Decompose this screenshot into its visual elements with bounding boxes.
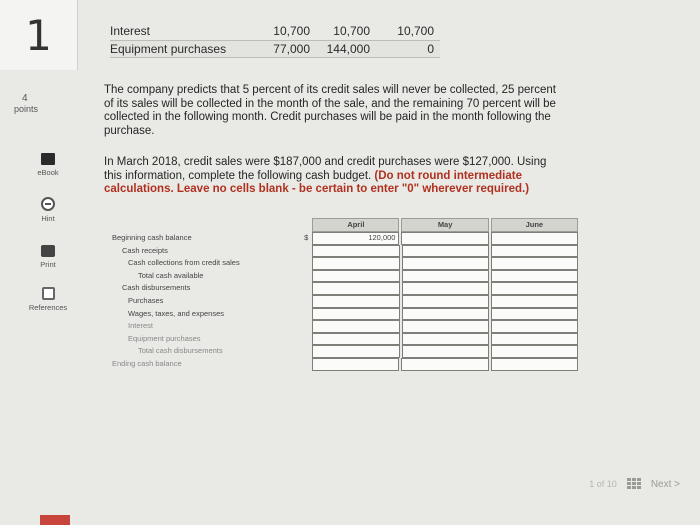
table-row bbox=[110, 333, 578, 346]
table-row bbox=[110, 345, 578, 358]
hint-icon bbox=[41, 197, 55, 211]
input-cell-may[interactable] bbox=[402, 282, 489, 295]
input-cell-april[interactable] bbox=[312, 345, 399, 358]
table-row bbox=[110, 257, 578, 270]
row-label: Interest bbox=[128, 321, 154, 331]
table-row bbox=[110, 22, 440, 40]
row-label: Wages, taxes, and expenses bbox=[128, 308, 225, 318]
input-cell-may[interactable] bbox=[402, 308, 489, 321]
references-icon bbox=[42, 287, 55, 300]
column-header-june: June bbox=[491, 218, 578, 232]
row-label: Total cash disbursements bbox=[138, 346, 223, 356]
dollar-sign bbox=[300, 345, 312, 358]
row-value: 10,700 bbox=[273, 24, 310, 38]
input-cell-april[interactable]: 120,000 bbox=[312, 232, 399, 245]
ebook-label: eBook bbox=[37, 168, 59, 177]
row-label: Equipment purchases bbox=[110, 42, 227, 56]
input-cell-may[interactable] bbox=[402, 345, 489, 358]
row-label: Equipment purchases bbox=[128, 333, 201, 343]
bottom-tab[interactable] bbox=[40, 515, 70, 525]
input-cell-april[interactable] bbox=[312, 308, 399, 321]
row-value: 10,700 bbox=[333, 24, 370, 38]
input-cell-may[interactable] bbox=[401, 358, 488, 371]
dollar-sign bbox=[300, 308, 312, 321]
table-row bbox=[110, 295, 578, 308]
print-label: Print bbox=[40, 260, 56, 269]
row-label: Ending cash balance bbox=[112, 358, 182, 368]
points-indicator bbox=[14, 94, 38, 114]
references-button[interactable] bbox=[28, 287, 68, 312]
input-cell-april[interactable] bbox=[312, 282, 399, 295]
footer-nav bbox=[589, 478, 680, 490]
input-cell-may[interactable] bbox=[402, 270, 489, 283]
next-button[interactable] bbox=[651, 479, 680, 490]
input-cell-may[interactable] bbox=[401, 232, 488, 245]
input-cell-june[interactable] bbox=[491, 282, 578, 295]
table-row bbox=[110, 308, 578, 321]
column-header-april: April bbox=[312, 218, 399, 232]
dollar-sign bbox=[300, 270, 312, 283]
question-paragraph-2 bbox=[104, 156, 559, 197]
chevron-right-icon: > bbox=[674, 478, 680, 490]
row-value: 144,000 bbox=[326, 42, 370, 56]
hint-button[interactable] bbox=[28, 197, 68, 223]
question-paragraph-1: The company predicts that 5 percent of its credit sales will never be collected, 25 percent of its sales will be collected in the month of the sale, and the remaining 70 percent will be collected in the following month. Credit purchases will be paid in the month following the purchase. bbox=[104, 84, 556, 137]
row-value: 10,700 bbox=[397, 24, 434, 38]
dollar-sign bbox=[300, 282, 312, 295]
dollar-sign bbox=[300, 245, 312, 258]
input-cell-may[interactable] bbox=[402, 295, 489, 308]
table-row bbox=[110, 245, 578, 258]
hint-label: Hint bbox=[41, 214, 55, 223]
input-cell-april[interactable] bbox=[312, 257, 399, 270]
dollar-sign bbox=[300, 257, 312, 270]
input-cell-june[interactable] bbox=[491, 358, 578, 371]
top-table bbox=[110, 22, 440, 58]
row-label: Interest bbox=[110, 24, 151, 38]
row-value: 77,000 bbox=[273, 42, 310, 56]
input-cell-april[interactable] bbox=[312, 333, 399, 346]
dollar-sign: $ bbox=[304, 233, 309, 242]
question-warning: (Do not round intermediate calculations. Leave no cells blank - be certain to enter "0" wherever required.) bbox=[104, 169, 530, 196]
input-cell-june[interactable] bbox=[491, 270, 578, 283]
input-cell-may[interactable] bbox=[402, 257, 489, 270]
input-cell-june[interactable] bbox=[491, 232, 578, 245]
points-value: 4 bbox=[22, 93, 28, 104]
grid-icon[interactable] bbox=[627, 478, 641, 490]
table-row bbox=[110, 358, 578, 371]
input-cell-may[interactable] bbox=[402, 320, 489, 333]
input-cell-may[interactable] bbox=[402, 333, 489, 346]
input-cell-april[interactable] bbox=[312, 320, 399, 333]
row-label: Total cash available bbox=[138, 270, 204, 280]
row-value: 0 bbox=[427, 42, 434, 56]
input-cell-april[interactable] bbox=[312, 270, 399, 283]
dollar-sign bbox=[300, 320, 312, 333]
dollar-sign bbox=[300, 333, 312, 346]
ebook-button[interactable] bbox=[28, 153, 68, 177]
print-icon bbox=[41, 245, 55, 257]
input-cell-april[interactable] bbox=[312, 245, 399, 258]
dollar-sign bbox=[300, 358, 312, 371]
column-header-may: May bbox=[401, 218, 488, 232]
table-row bbox=[110, 270, 578, 283]
dollar-sign bbox=[300, 295, 312, 308]
references-label: References bbox=[28, 303, 68, 312]
input-cell-june[interactable] bbox=[491, 295, 578, 308]
input-cell-june[interactable] bbox=[491, 320, 578, 333]
input-cell-may[interactable] bbox=[402, 245, 489, 258]
next-label: Next bbox=[650, 478, 672, 490]
table-row bbox=[110, 40, 440, 58]
input-cell-june[interactable] bbox=[491, 245, 578, 258]
row-label: Cash collections from credit sales bbox=[128, 258, 240, 268]
ebook-icon bbox=[41, 153, 55, 165]
input-cell-june[interactable] bbox=[491, 308, 578, 321]
budget-header bbox=[110, 218, 578, 232]
input-cell-june[interactable] bbox=[491, 257, 578, 270]
points-label: points bbox=[14, 104, 39, 114]
row-label: Cash disbursements bbox=[122, 283, 191, 293]
table-row bbox=[110, 282, 578, 295]
question-instruction: In March 2018, credit sales were $187,000 and credit purchases were $127,000. Using this information, complete the following cash budget. bbox=[104, 156, 547, 182]
question-number: 1 bbox=[0, 0, 78, 70]
budget-rows bbox=[110, 232, 578, 371]
page-info: 1 of 10 bbox=[589, 479, 617, 489]
row-label: Beginning cash balance bbox=[112, 233, 192, 242]
row-label: Purchases bbox=[128, 295, 164, 305]
input-cell-april[interactable] bbox=[312, 358, 399, 371]
cash-budget-table bbox=[110, 218, 578, 371]
input-cell-april[interactable] bbox=[312, 295, 399, 308]
row-label: Cash receipts bbox=[122, 245, 168, 255]
table-row bbox=[110, 320, 578, 333]
print-button[interactable] bbox=[28, 245, 68, 269]
input-cell-june[interactable] bbox=[491, 333, 578, 346]
table-row bbox=[110, 232, 578, 245]
input-cell-june[interactable] bbox=[491, 345, 578, 358]
